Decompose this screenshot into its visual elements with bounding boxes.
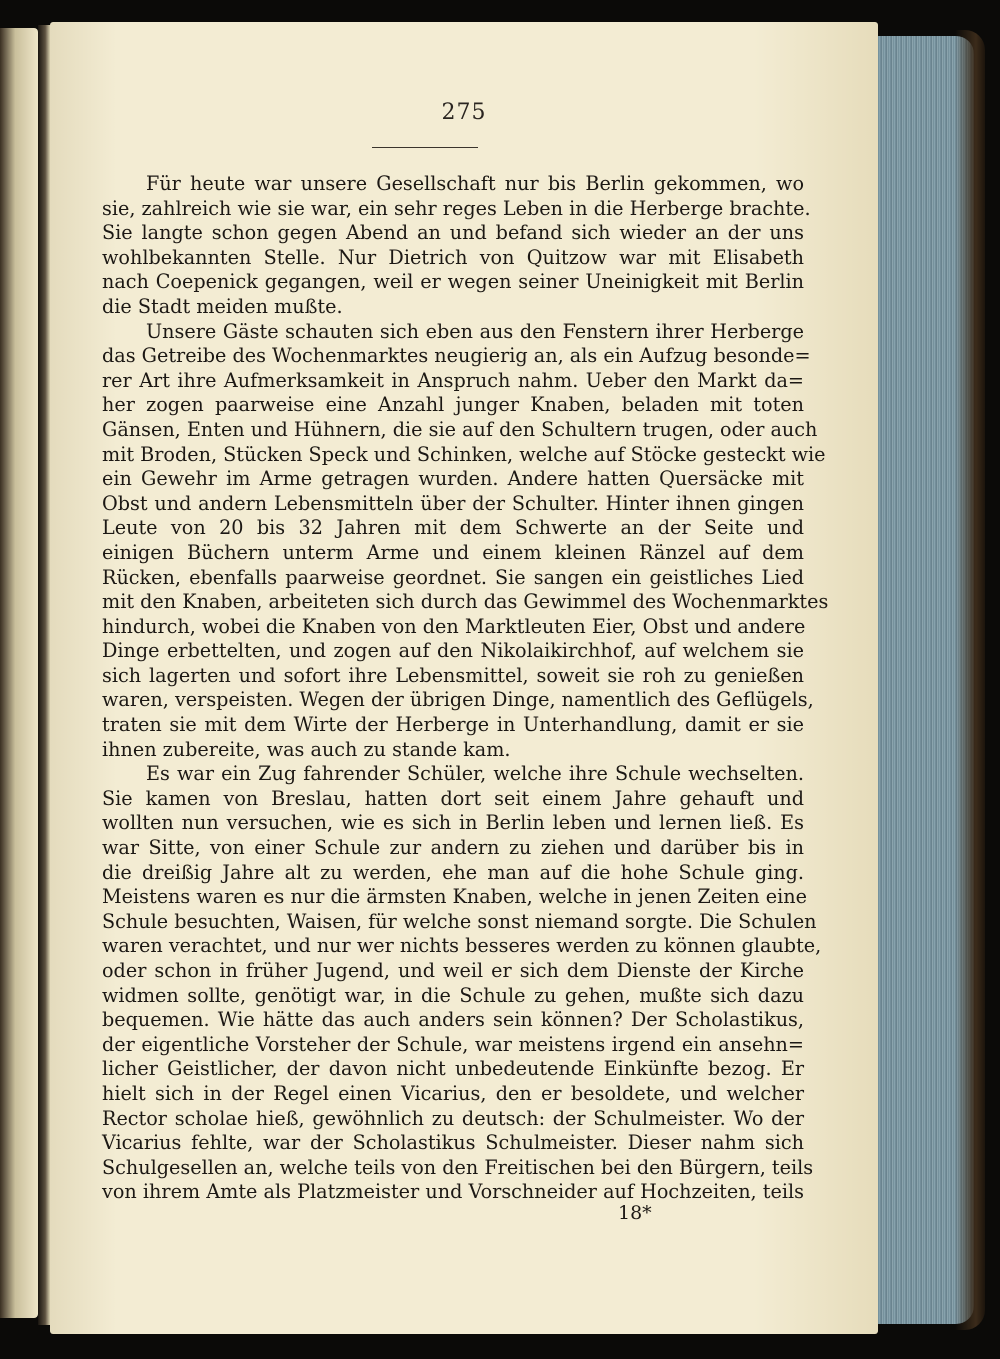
text-line: licher Geistlicher, der davon nicht unbedeutende Einkünfte bezog. Er	[102, 1057, 804, 1081]
text-line: die dreißig Jahre alt zu werden, ehe man auf die hohe Schule ging.	[102, 860, 804, 884]
text-line: waren verachtet, und nur wer nichts besseres werden zu können glaubte,	[102, 934, 822, 958]
text-line: wollten nun versuchen, wie es sich in Berlin leben und lernen ließ. Es	[102, 811, 804, 835]
text-line: Vicarius fehlte, war der Scholastikus Schulmeister. Dieser nahm sich	[102, 1131, 804, 1155]
text-line: einigen Büchern unterm Arme und einem kleinen Ränzel auf dem	[102, 540, 804, 564]
text-line: Sie kamen von Breslau, hatten dort seit einem Jahre gehauft und	[102, 786, 804, 810]
text-line: wohlbekannten Stelle. Nur Dietrich von Quitzow war mit Elisabeth	[102, 245, 804, 269]
text-line: Rücken, ebenfalls paarweise geordnet. Sie sangen ein geistliches Lied	[102, 565, 804, 589]
header-rule	[372, 147, 478, 148]
text-line: Obst und andern Lebensmitteln über der Schulter. Hinter ihnen gingen	[102, 491, 804, 515]
text-line: Gänsen, Enten und Hühnern, die sie auf den Schultern trugen, oder auch	[102, 417, 818, 441]
text-line: bequemen. Wie hätte das auch anders sein können? Der Scholastikus,	[102, 1008, 804, 1032]
text-line: Dinge erbettelten, und zogen auf den Nikolaikirchhof, auf welchem sie	[102, 639, 804, 663]
book-cover-edge	[955, 30, 985, 1330]
text-line: ein Gewehr im Arme getragen wurden. Andere hatten Quersäcke mit	[102, 467, 804, 491]
text-line: widmen sollte, genötigt war, in die Schule zu gehen, mußte sich dazu	[102, 983, 804, 1007]
text-line: her zogen paarweise eine Anzahl junger Knaben, beladen mit toten	[102, 393, 804, 417]
text-line: mit den Knaben, arbeiteten sich durch das Gewimmel des Wochenmarktes	[102, 590, 829, 614]
text-line: Sie langte schon gegen Abend an und befand sich wieder an der uns	[102, 221, 804, 245]
book-page	[50, 22, 878, 1334]
text-line: das Getreibe des Wochenmarktes neugierig an, als ein Aufzug besonde=	[102, 344, 811, 368]
text-line: sie, zahlreich wie sie war, ein sehr reges Leben in die Herberge brachte.	[102, 196, 811, 220]
text-line: hindurch, wobei die Knaben von den Marktleuten Eier, Obst und andere	[102, 614, 806, 638]
previous-page-edge	[0, 28, 38, 1318]
text-line: traten sie mit dem Wirte der Herberge in Unterhandlung, damit er sie	[102, 713, 804, 737]
text-line: rer Art ihre Aufmerksamkeit in Anspruch nahm. Ueber den Markt da=	[102, 368, 804, 392]
text-line: Rector scholae hieß, gewöhnlich zu deutsch: der Schulmeister. Wo der	[102, 1106, 804, 1130]
text-line: von ihrem Amte als Platzmeister und Vorschneider auf Hochzeiten, teils	[102, 1180, 804, 1204]
text-line: Unsere Gäste schauten sich eben aus den Fenstern ihrer Herberge	[146, 319, 804, 343]
text-line: war Sitte, von einer Schule zur andern zu ziehen und darüber bis in	[102, 836, 804, 860]
text-line: Es war ein Zug fahrender Schüler, welche ihre Schule wechselten.	[146, 762, 804, 786]
text-line: mit Broden, Stücken Speck und Schinken, welche auf Stöcke gesteckt wie	[102, 442, 826, 466]
text-line: Für heute war unsere Gesellschaft nur bis Berlin gekommen, wo	[146, 172, 804, 195]
text-line: nach Coepenick gegangen, weil er wegen seiner Uneinigkeit mit Berlin	[102, 270, 804, 294]
text-line: hielt sich in der Regel einen Vicarius, den er besoldete, und welcher	[102, 1081, 804, 1105]
text-line: ihnen zubereite, was auch zu stande kam.	[102, 737, 511, 761]
text-line: waren, verspeisten. Wegen der übrigen Dinge, namentlich des Geflügels,	[102, 688, 814, 712]
text-line: Leute von 20 bis 32 Jahren mit dem Schwerte an der Seite und	[102, 516, 804, 540]
text-line: die Stadt meiden mußte.	[102, 294, 343, 318]
text-line: Schulgesellen an, welche teils von den Freitischen bei den Bürgern, teils	[102, 1155, 814, 1179]
book-gutter	[38, 25, 50, 1325]
page-text	[102, 172, 829, 1205]
text-line: Schule besuchten, Waisen, für welche sonst niemand sorgte. Die Schulen	[102, 909, 817, 933]
text-line: Meistens waren es nur die ärmsten Knaben, welche in jenen Zeiten eine	[102, 885, 807, 909]
text-line: der eigentliche Vorsteher der Schule, war meistens irgend ein ansehn=	[102, 1032, 804, 1056]
page-number: 275	[441, 100, 487, 125]
text-line: oder schon in früher Jugend, und weil er sich dem Dienste der Kirche	[102, 959, 804, 982]
signature-mark: 18*	[618, 1202, 652, 1224]
text-line: sich lagerten und sofort ihre Lebensmittel, soweit sie roh zu genießen	[102, 663, 804, 687]
